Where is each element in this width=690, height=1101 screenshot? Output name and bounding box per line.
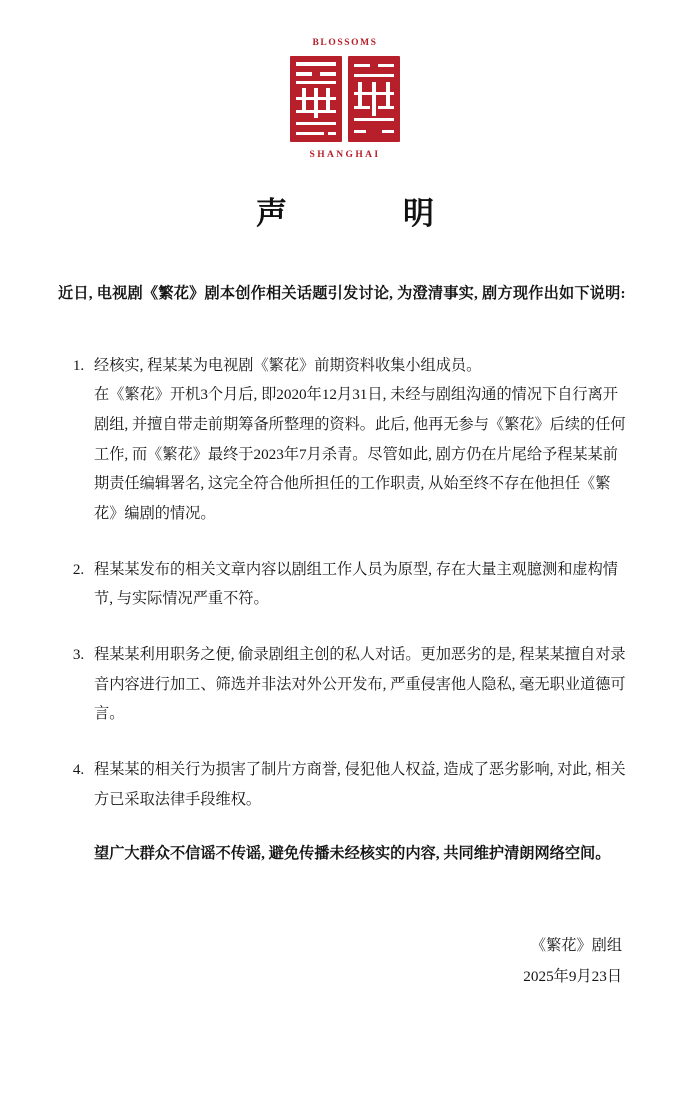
signature-date: 2025年9月23日 — [523, 968, 622, 986]
page-title: 声 明 — [256, 196, 452, 231]
blossoms-shanghai-seal-logo — [282, 36, 408, 162]
closing-paragraph: 望广大群众不信谣不传谣, 避免传播未经核实的内容, 共同维护清朗网络空间。 — [94, 845, 611, 863]
list-item — [88, 351, 632, 529]
clause-line: 3. 程某某利用职务之便, 偷录剧组主创的私人对话。更加恶劣的是, 程某某擅自对录音内容进行加工、筛选并非法对外公开发布, 严重侵害他人隐私, 毫无职业道德可言。 — [94, 645, 626, 723]
clause-line: 1. 经核实, 程某某为电视剧《繁花》前期资料收集小组成员。 — [94, 356, 482, 374]
logo-bottom-text: SHANGHAI — [309, 150, 381, 160]
list-item — [88, 640, 632, 729]
signature-block — [58, 930, 632, 994]
seal-graphic-icon — [288, 52, 402, 146]
clause-line: 在《繁花》开机3个月后, 即2020年12月31日, 未经与剧组沟通的情况下自行离开剧组, 并擅自带走前期筹备所整理的资料。此后, 他再无参与《繁花》后续的任何工作, 而《繁花》最终于2023年7月杀青。尽管如此, 剧方仍在片尾给予程某某前期责任编辑署名, 这完全符合他所担任的工作职责, 从始至终不存在他担任《繁花》编剧的情况。 — [94, 386, 626, 523]
clause-line: 2. 程某某发布的相关文章内容以剧组工作人员为原型, 存在大量主观臆测和虚构情节, 与实际情况严重不符。 — [94, 560, 618, 608]
clause-list — [58, 351, 632, 814]
list-item — [88, 755, 632, 814]
logo-top-text: BLOSSOMS — [312, 38, 378, 48]
signature-organization: 《繁花》剧组 — [530, 936, 622, 954]
clause-line: 4. 程某某的相关行为损害了制片方商誉, 侵犯他人权益, 造成了恶劣影响, 对此, 相关方已采取法律手段维权。 — [94, 760, 626, 808]
lead-paragraph: 近日, 电视剧《繁花》剧本创作相关话题引发讨论, 为澄清事实, 剧方现作出如下说明: — [58, 285, 626, 302]
list-item — [88, 555, 632, 614]
logo-container — [58, 0, 632, 162]
